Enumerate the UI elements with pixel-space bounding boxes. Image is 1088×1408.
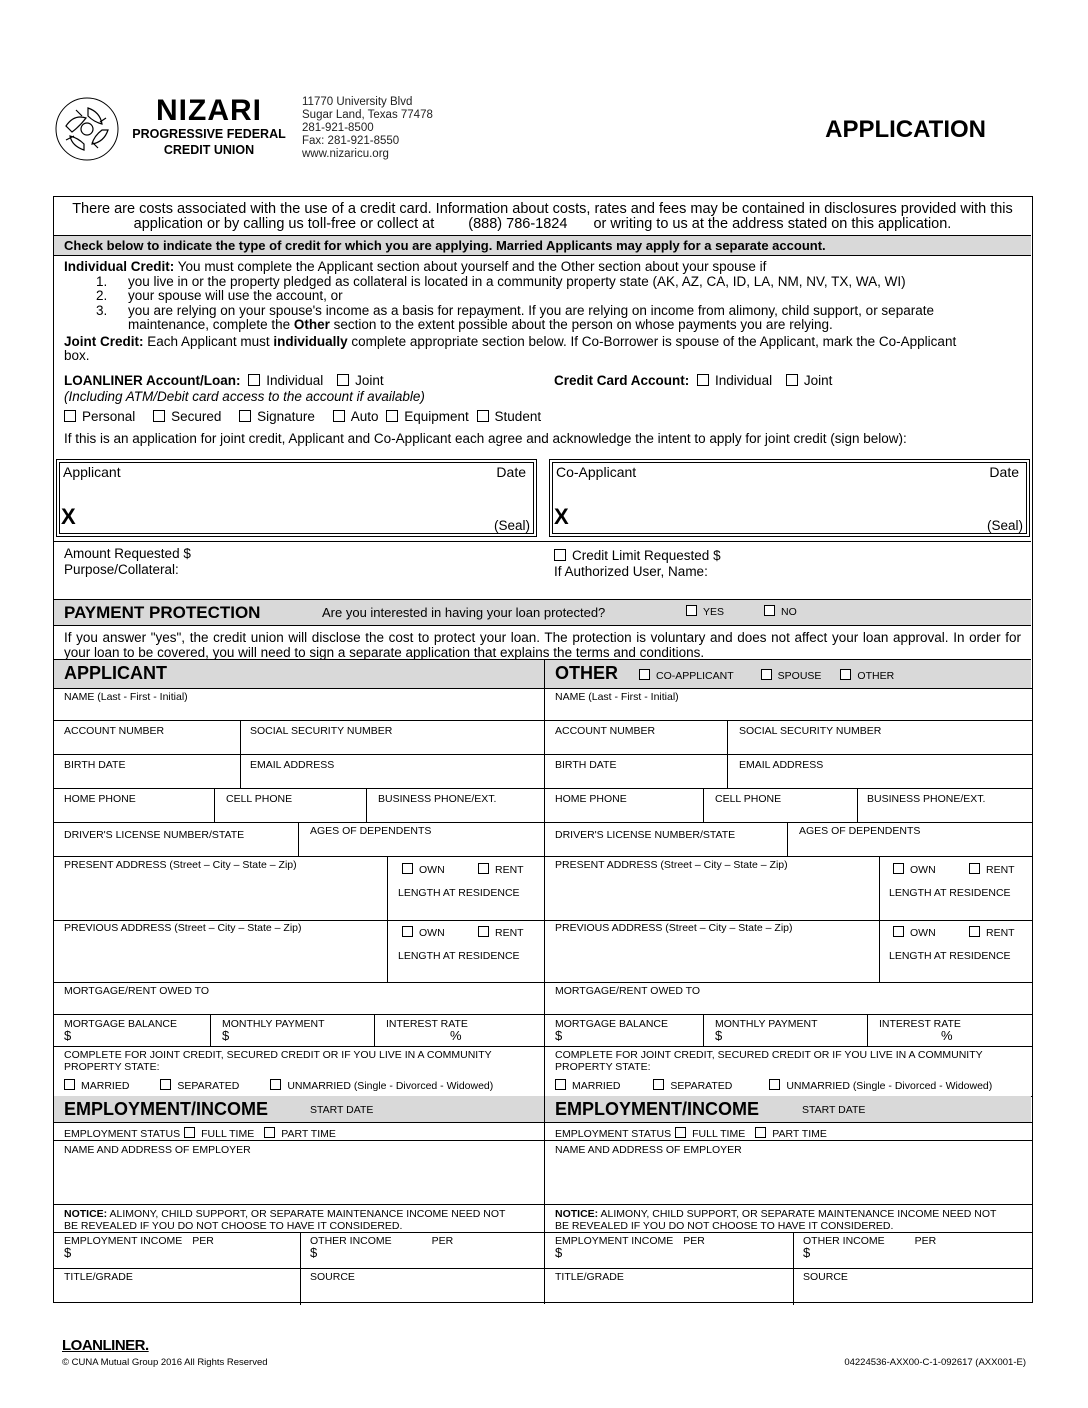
- form-code: 04224536-AXX00-C-1-092617 (AXX001-E): [844, 1357, 1026, 1368]
- disclosure-line-2: [54, 217, 1031, 232]
- applicant-business-phone-field[interactable]: BUSINESS PHONE/EXT.: [378, 793, 497, 805]
- other-full-time-checkbox[interactable]: [675, 1127, 686, 1138]
- dollar-sign: $: [222, 1028, 230, 1043]
- notice-line-2: BE REVEALED IF YOU DO NOT CHOOSE TO HAVE IT CONSIDERED.: [555, 1220, 894, 1232]
- list-text: you are relying on your spouse's income as a basis for repayment. If you are relying on income from alimony, child support, or separate: [128, 302, 934, 318]
- applicant-previous-length-field[interactable]: LENGTH AT RESIDENCE: [398, 950, 520, 962]
- option-label: FULL TIME: [201, 1128, 255, 1140]
- other-opt-other: [836, 670, 894, 682]
- community-line-2: PROPERTY STATE:: [555, 1061, 651, 1073]
- percent-sign: %: [450, 1028, 462, 1043]
- field-label: EMPLOYMENT INCOME: [64, 1235, 183, 1247]
- other-ssn-field[interactable]: SOCIAL SECURITY NUMBER: [739, 725, 882, 737]
- other-part-time-checkbox[interactable]: [755, 1127, 766, 1138]
- disclosure-line-2a: application or by calling us toll-free or collect at: [133, 216, 435, 232]
- other-employment-status: [545, 1124, 827, 1140]
- page-title: APPLICATION: [825, 116, 986, 143]
- applicant-email-field[interactable]: EMAIL ADDRESS: [250, 759, 335, 771]
- applicant-mortgage-owed-field[interactable]: MORTGAGE/RENT OWED TO: [64, 985, 210, 997]
- option-label: PART TIME: [281, 1128, 336, 1140]
- dollar-sign: $: [555, 1028, 563, 1043]
- applicant-employer-field[interactable]: NAME AND ADDRESS OF EMPLOYER: [64, 1144, 251, 1156]
- address-fax: Fax: 281-921-8550: [302, 135, 400, 147]
- field-label: OTHER INCOME: [310, 1235, 392, 1247]
- other-present-length-field[interactable]: LENGTH AT RESIDENCE: [889, 887, 1011, 899]
- amount-left: [64, 546, 191, 578]
- other-ages-dependents-field[interactable]: AGES OF DEPENDENTS: [799, 825, 921, 837]
- applicant-ages-dependents-field[interactable]: AGES OF DEPENDENTS: [310, 825, 432, 837]
- applicant-present-rent-option: [464, 860, 524, 876]
- protection-yes-option: [682, 605, 724, 618]
- option-label: SEPARATED: [670, 1080, 733, 1092]
- option-label: OWN: [419, 864, 445, 876]
- signature-checkbox[interactable]: [239, 410, 251, 422]
- applicant-signature-box[interactable]: [56, 459, 537, 537]
- list-text: you live in or the property pledged as collateral is located in a community property state (AK, AZ, CA, ID, LA, NM, NV, TX, WA, WI): [128, 273, 906, 289]
- amount-right: [554, 548, 721, 580]
- individual-credit-description: You must complete the Applicant section about yourself and the Other section about your spouse if: [177, 259, 767, 274]
- other-previous-own-option: [879, 923, 936, 939]
- dollar-sign: $: [555, 1245, 563, 1260]
- applicant-home-phone-field[interactable]: HOME PHONE: [64, 793, 136, 805]
- credit-union-logo-icon: [54, 96, 120, 162]
- option-label: OTHER: [857, 670, 895, 682]
- start-date-label[interactable]: START DATE: [310, 1104, 374, 1116]
- notice-line-1: ALIMONY, CHILD SUPPORT, OR SEPARATE MAINTENANCE INCOME NEED NOT: [109, 1208, 506, 1220]
- other-other-income-field[interactable]: [793, 1232, 1032, 1266]
- credit-limit-checkbox[interactable]: [554, 549, 566, 561]
- option-label: CO-APPLICANT: [656, 670, 734, 682]
- individual-credit-label: Individual Credit:: [64, 259, 175, 274]
- loanliner-options: [64, 374, 384, 389]
- other-present-rent-option: [955, 860, 1015, 876]
- option-label: Individual: [715, 372, 773, 388]
- spouse-checkbox[interactable]: [761, 669, 772, 680]
- seal-label: (Seal): [493, 518, 530, 533]
- amount-section: [54, 541, 1031, 599]
- field-label: EMPLOYMENT INCOME: [555, 1235, 674, 1247]
- other-home-phone-field[interactable]: HOME PHONE: [555, 793, 627, 805]
- other-birth-date-field[interactable]: BIRTH DATE: [555, 759, 617, 771]
- other-previous-address-field[interactable]: PREVIOUS ADDRESS (Street – City – State – Zip): [555, 922, 793, 934]
- start-date-label[interactable]: START DATE: [802, 1104, 866, 1116]
- protection-yes-checkbox[interactable]: [686, 605, 697, 616]
- credit-card-joint-checkbox[interactable]: [786, 374, 798, 386]
- field-label: INTEREST RATE: [879, 1018, 961, 1030]
- applicant-account-number-field[interactable]: ACCOUNT NUMBER: [64, 725, 165, 737]
- dollar-sign: $: [64, 1028, 72, 1043]
- other-married-checkbox[interactable]: [555, 1079, 566, 1090]
- brand-name: NIZARI: [156, 94, 262, 127]
- loanliner-individual-checkbox[interactable]: [248, 374, 260, 386]
- joint-text-a: Each Applicant must: [147, 333, 270, 349]
- option-label: Secured: [171, 409, 222, 424]
- other-present-rent-checkbox[interactable]: [969, 863, 980, 874]
- per-label: PER: [683, 1235, 705, 1247]
- other-employment-heading: [545, 1096, 1031, 1122]
- option-label: Individual: [266, 372, 324, 388]
- coapplicant-signature-box[interactable]: [549, 459, 1030, 537]
- option-label: OWN: [910, 927, 936, 939]
- coapplicant-signature-label: Co-Applicant: [556, 464, 637, 480]
- option-label: RENT: [986, 927, 1015, 939]
- other-title: OTHER: [555, 663, 618, 683]
- community-line-1: COMPLETE FOR JOINT CREDIT, SECURED CREDIT OR IF YOU LIVE IN A COMMUNITY: [64, 1049, 492, 1061]
- signature-x-mark: X: [554, 504, 569, 529]
- option-label: MARRIED: [572, 1080, 621, 1092]
- protection-no-checkbox[interactable]: [764, 605, 775, 616]
- payment-protection-question: Are you interested in having your loan protected?: [322, 605, 606, 620]
- applicant-present-own-checkbox[interactable]: [402, 863, 413, 874]
- option-label: SPOUSE: [777, 670, 822, 682]
- credit-card-disclosure: [54, 197, 1031, 235]
- per-label: PER: [192, 1235, 214, 1247]
- other-opt-coapplicant: [635, 670, 734, 682]
- option-label: UNMARRIED (Single - Divorced - Widowed): [287, 1080, 494, 1092]
- field-label: MONTHLY PAYMENT: [222, 1018, 325, 1030]
- applicant-community-property: [54, 1046, 544, 1092]
- other-cell-phone-field[interactable]: CELL PHONE: [715, 793, 782, 805]
- field-label: MONTHLY PAYMENT: [715, 1018, 818, 1030]
- field-label: MORTGAGE BALANCE: [64, 1018, 177, 1030]
- list-text: your spouse will use the account, or: [128, 288, 343, 303]
- other-title-grade-field[interactable]: TITLE/GRADE: [555, 1271, 624, 1283]
- applicant-signature-label: Applicant: [63, 464, 121, 480]
- credit-card-individual-checkbox[interactable]: [697, 374, 709, 386]
- applicant-employment-status: [54, 1124, 336, 1140]
- other-previous-rent-checkbox[interactable]: [969, 926, 980, 937]
- list-item: [64, 304, 1021, 319]
- purpose-collateral-field[interactable]: Purpose/Collateral:: [64, 562, 179, 577]
- option-label: OWN: [910, 864, 936, 876]
- amount-requested-field[interactable]: Amount Requested $: [64, 546, 191, 561]
- credit-card-label: Credit Card Account:: [554, 372, 690, 388]
- option-label: FULL TIME: [692, 1128, 746, 1140]
- option-label: Personal: [82, 409, 136, 424]
- brand-block: [124, 96, 294, 158]
- auto-checkbox[interactable]: [333, 410, 345, 422]
- option-label: PART TIME: [772, 1128, 827, 1140]
- brand-line-1: PROGRESSIVE FEDERAL: [132, 127, 286, 141]
- toll-free-phone: (888) 786-1824: [468, 216, 568, 232]
- payment-protection-title: PAYMENT PROTECTION: [64, 603, 261, 622]
- applicant-notice: [54, 1205, 544, 1232]
- credit-limit-field[interactable]: Credit Limit Requested $: [572, 548, 721, 563]
- employment-title: EMPLOYMENT/INCOME: [555, 1099, 760, 1119]
- applicant-previous-address-field[interactable]: PREVIOUS ADDRESS (Street – City – State – Zip): [64, 922, 302, 934]
- copyright-text: © CUNA Mutual Group 2016 All Rights Reserved: [62, 1357, 268, 1368]
- applicant-ssn-field[interactable]: SOCIAL SECURITY NUMBER: [250, 725, 393, 737]
- other-present-address-field[interactable]: PRESENT ADDRESS (Street – City – State – Zip): [555, 859, 788, 871]
- other-checkbox[interactable]: [840, 669, 851, 680]
- option-label: Joint: [355, 372, 384, 388]
- address-block: [302, 96, 433, 161]
- applicant-employment-heading: [54, 1096, 544, 1122]
- percent-sign: %: [941, 1028, 953, 1043]
- option-label: NO: [781, 606, 797, 618]
- other-mortgage-owed-field[interactable]: MORTGAGE/RENT OWED TO: [555, 985, 701, 997]
- credit-card-options: [554, 374, 832, 389]
- list-item: [64, 275, 1021, 290]
- authorized-user-field[interactable]: If Authorized User, Name:: [554, 564, 708, 579]
- applicant-present-address-field[interactable]: PRESENT ADDRESS (Street – City – State – Zip): [64, 859, 297, 871]
- individual-credit-list: [64, 275, 1021, 333]
- joint-credit-label: Joint Credit:: [64, 333, 144, 349]
- applicant-drivers-license-field[interactable]: DRIVER'S LICENSE NUMBER/STATE: [64, 829, 245, 841]
- marital-options: [64, 1079, 544, 1092]
- applicant-source-field[interactable]: SOURCE: [310, 1271, 355, 1283]
- notice-line-1: ALIMONY, CHILD SUPPORT, OR SEPARATE MAINTENANCE INCOME NEED NOT: [600, 1208, 997, 1220]
- applicant-present-length-field[interactable]: LENGTH AT RESIDENCE: [398, 887, 520, 899]
- other-previous-rent-option: [955, 923, 1015, 939]
- other-present-own-option: [879, 860, 936, 876]
- applicant-previous-rent-checkbox[interactable]: [478, 926, 489, 937]
- address-city: Sugar Land, Texas 77478: [302, 109, 433, 121]
- loanliner-logo: LOANLINER.: [62, 1337, 149, 1354]
- employment-title: EMPLOYMENT/INCOME: [64, 1099, 269, 1119]
- payment-protection-header: [54, 599, 1031, 625]
- applicant-title-grade-field[interactable]: TITLE/GRADE: [64, 1271, 133, 1283]
- loanliner-label: LOANLINER Account/Loan:: [64, 372, 241, 388]
- option-label: YES: [703, 606, 725, 618]
- disclosure-line-2b: or writing to us at the address stated on this application.: [593, 216, 952, 232]
- joint-credit-text: [64, 335, 1021, 364]
- loanliner-joint-checkbox[interactable]: [337, 374, 349, 386]
- option-label: Auto: [350, 409, 379, 424]
- applicant-unmarried-checkbox[interactable]: [270, 1079, 281, 1090]
- applicant-monthly-payment-field[interactable]: [212, 1015, 372, 1047]
- option-label: OWN: [419, 927, 445, 939]
- joint-text-bold: individually: [273, 333, 348, 349]
- applicant-separated-checkbox[interactable]: [160, 1079, 171, 1090]
- address-website: www.nizaricu.org: [302, 148, 389, 160]
- notice-label: NOTICE:: [555, 1208, 599, 1220]
- other-monthly-payment-field[interactable]: [705, 1015, 865, 1047]
- other-opt-spouse: [757, 670, 822, 682]
- option-label: RENT: [495, 927, 524, 939]
- signature-x-mark: X: [61, 504, 76, 529]
- other-source-field[interactable]: SOURCE: [803, 1271, 848, 1283]
- option-label: RENT: [986, 864, 1015, 876]
- field-label: EMPLOYMENT STATUS: [555, 1128, 672, 1140]
- applicant-present-rent-checkbox[interactable]: [478, 863, 489, 874]
- applicant-birth-date-field[interactable]: BIRTH DATE: [64, 759, 126, 771]
- option-label: Equipment: [404, 409, 469, 424]
- option-label: RENT: [495, 864, 524, 876]
- dollar-sign: $: [715, 1028, 723, 1043]
- applicant-other-income-field[interactable]: [300, 1232, 544, 1266]
- community-line-2: PROPERTY STATE:: [64, 1061, 160, 1073]
- option-label: UNMARRIED (Single - Divorced - Widowed): [786, 1080, 993, 1092]
- secured-checkbox[interactable]: [153, 410, 165, 422]
- other-email-field[interactable]: EMAIL ADDRESS: [739, 759, 824, 771]
- applicant-part-time-checkbox[interactable]: [264, 1127, 275, 1138]
- list-text: maintenance, complete the: [128, 317, 291, 332]
- field-label: EMPLOYMENT STATUS: [64, 1128, 181, 1140]
- other-separated-checkbox[interactable]: [653, 1079, 664, 1090]
- dollar-sign: $: [803, 1245, 811, 1260]
- other-employment-income-field[interactable]: [545, 1232, 791, 1266]
- personal-checkbox[interactable]: [64, 410, 76, 422]
- joint-text-b: complete appropriate section below. If Co-Borrower is spouse of the Applicant, mark the Co-Applicant: [351, 333, 957, 349]
- community-line-1: COMPLETE FOR JOINT CREDIT, SECURED CREDIT OR IF YOU LIVE IN A COMMUNITY: [555, 1049, 983, 1061]
- option-label: Joint: [803, 372, 833, 388]
- other-interest-rate-field[interactable]: [869, 1015, 1029, 1047]
- field-label: MORTGAGE BALANCE: [555, 1018, 668, 1030]
- application-form: [53, 196, 1033, 1303]
- other-community-property: [545, 1046, 1032, 1092]
- applicant-full-time-checkbox[interactable]: [184, 1127, 195, 1138]
- address-phone: 281-921-8500: [302, 122, 374, 134]
- signature-date-label: Date: [496, 464, 526, 480]
- applicant-cell-phone-field[interactable]: CELL PHONE: [226, 793, 293, 805]
- coapplicant-checkbox[interactable]: [639, 669, 650, 680]
- account-type-line: [64, 374, 1021, 394]
- other-mortgage-balance-field[interactable]: [545, 1015, 703, 1047]
- applicant-present-own-option: [388, 860, 445, 876]
- equipment-checkbox[interactable]: [386, 410, 398, 422]
- brand-line-2: CREDIT UNION: [163, 143, 255, 157]
- marital-options: [555, 1079, 1032, 1092]
- other-business-phone-field[interactable]: BUSINESS PHONE/EXT.: [867, 793, 986, 805]
- other-drivers-license-field[interactable]: DRIVER'S LICENSE NUMBER/STATE: [555, 829, 736, 841]
- option-label: SEPARATED: [177, 1080, 240, 1092]
- other-previous-length-field[interactable]: LENGTH AT RESIDENCE: [889, 950, 1011, 962]
- letterhead: [54, 92, 1034, 172]
- other-employer-field[interactable]: NAME AND ADDRESS OF EMPLOYER: [555, 1144, 742, 1156]
- address-street: 11770 University Blvd: [302, 96, 413, 108]
- individual-credit-text: [64, 260, 1021, 275]
- other-heading: [545, 660, 1031, 688]
- seal-label: (Seal): [986, 518, 1023, 533]
- signature-date-label: Date: [989, 464, 1019, 480]
- list-number: 3.: [96, 302, 108, 318]
- loanliner-note: (Including ATM/Debit card access to the account if available): [64, 388, 425, 404]
- list-item: [64, 289, 1021, 304]
- list-item: [64, 318, 1021, 333]
- other-bold: Other: [293, 317, 330, 332]
- other-account-number-field[interactable]: ACCOUNT NUMBER: [555, 725, 656, 737]
- per-label: PER: [914, 1235, 937, 1247]
- list-text: section to the extent possible about the person on whose payments you are relying.: [333, 317, 833, 332]
- field-label: INTEREST RATE: [386, 1018, 468, 1030]
- joint-acknowledgement: If this is an application for joint credit, Applicant and Co-Applicant each agree and acknowledge the intent to apply for joint credit (sign below):: [64, 431, 907, 446]
- applicant-married-checkbox[interactable]: [64, 1079, 75, 1090]
- applicant-heading: APPLICANT: [54, 660, 544, 688]
- per-label: PER: [431, 1235, 454, 1247]
- applicant-column: [54, 659, 544, 1304]
- protection-no-option: [760, 605, 797, 618]
- option-label: Signature: [257, 409, 315, 424]
- payment-protection-text: If you answer "yes", the credit union will disclose the cost to protect your loan. The protection is voluntary and does not affect your loan approval. In order for your loan to be covered, you will need to sign a separate application that explains the terms and conditions.: [54, 625, 1031, 659]
- option-label: Student: [494, 409, 542, 424]
- other-name-field[interactable]: NAME (Last - First - Initial): [555, 691, 679, 703]
- notice-line-2: BE REVEALED IF YOU DO NOT CHOOSE TO HAVE IT CONSIDERED.: [64, 1220, 403, 1232]
- dollar-sign: $: [64, 1245, 72, 1260]
- applicant-previous-own-option: [388, 923, 445, 939]
- list-number: 1.: [96, 273, 108, 289]
- applicant-previous-own-checkbox[interactable]: [402, 926, 413, 937]
- student-checkbox[interactable]: [477, 410, 489, 422]
- other-notice: [545, 1205, 1032, 1232]
- joint-text-c: box.: [64, 348, 90, 363]
- other-unmarried-checkbox[interactable]: [769, 1079, 780, 1090]
- other-previous-own-checkbox[interactable]: [893, 926, 904, 937]
- option-label: MARRIED: [81, 1080, 130, 1092]
- credit-type-heading: Check below to indicate the type of credit for which you are applying. Married Applicants may apply for a separate account.: [54, 235, 1031, 255]
- applicant-employment-income-field[interactable]: [54, 1232, 298, 1266]
- other-present-own-checkbox[interactable]: [893, 863, 904, 874]
- applicant-name-field[interactable]: NAME (Last - First - Initial): [64, 691, 188, 703]
- list-number: 2.: [96, 288, 108, 303]
- dollar-sign: $: [310, 1245, 318, 1260]
- notice-label: NOTICE:: [64, 1208, 108, 1220]
- disclosure-line-1: There are costs associated with the use of a credit card. Information about costs, rates and fees may be contained in disclosures provided with this: [72, 201, 1013, 217]
- loan-type-options: [64, 410, 1021, 430]
- applicant-mortgage-balance-field[interactable]: [54, 1015, 210, 1047]
- applicant-previous-rent-option: [464, 923, 524, 939]
- credit-type-section: [54, 255, 1031, 459]
- applicant-interest-rate-field[interactable]: [376, 1015, 542, 1047]
- field-label: OTHER INCOME: [803, 1235, 885, 1247]
- other-column: [544, 659, 1031, 1304]
